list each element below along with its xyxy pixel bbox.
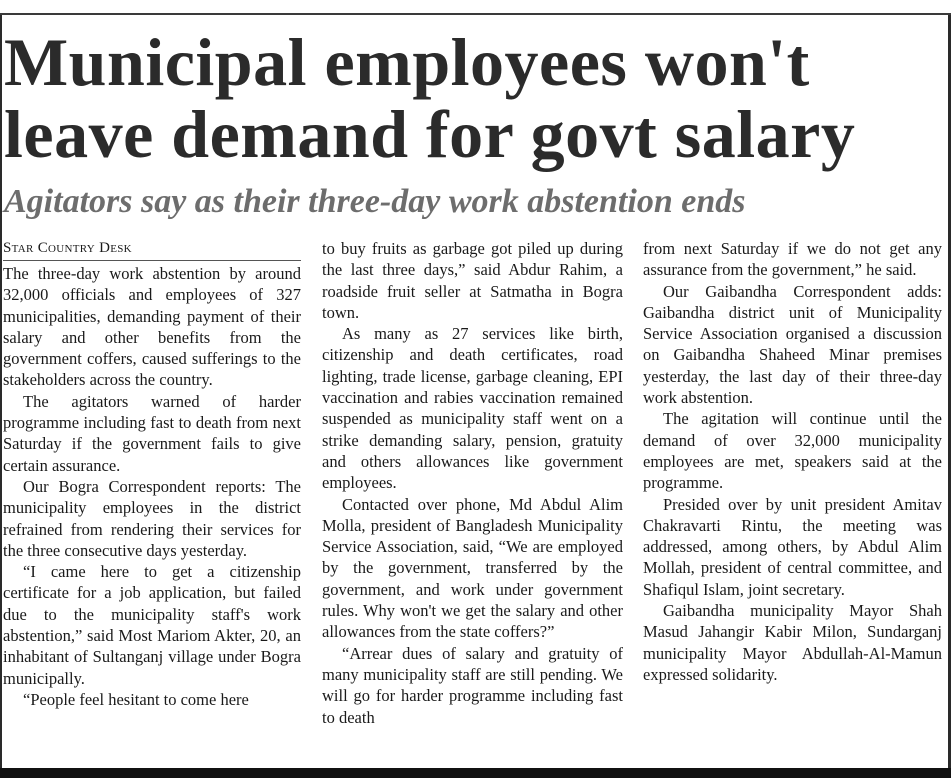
paragraph: Our Gaibandha Correspondent adds: Gaibandha district unit of Municipality Service Association organised a discussion on Gaibandha Shaheed Minar premises yesterday, the last day of their three-day work abstention. <box>643 281 942 408</box>
paragraph: The agitation will continue until the demand of over 32,000 municipality employees are met, speakers said at the programme. <box>643 409 942 493</box>
paragraph: “I came here to get a citizenship certificate for a job application, but failed due to the municipality staff's work abstention,” said Most Mariom Akter, 20, an inhabitant of Sultanganj village under Bogra municipally. <box>3 562 301 688</box>
article-column-1 <box>3 238 301 766</box>
paragraph: Gaibandha municipality Mayor Shah Masud Jahangir Kabir Milon, Sundarganj municipality Mayor Abdullah-Al-Mamun expressed solidarity. <box>643 601 942 684</box>
article-column-3 <box>643 238 942 766</box>
subheadline: Agitators say as their three-day work abstention ends <box>4 183 746 220</box>
article-column-2 <box>322 238 623 766</box>
paragraph: The agitators warned of harder programme including fast to death from next Saturday if the government fails to give certain assurance. <box>3 391 301 475</box>
paragraph: “People feel hesitant to come here <box>23 689 249 709</box>
paragraph: from next Saturday if we do not get any assurance from the government,” he said. <box>643 239 942 280</box>
top-rule <box>0 13 951 15</box>
byline: Star Country Desk <box>3 238 301 261</box>
paragraph: Our Bogra Correspondent reports: The municipality employees in the district refrained from rendering their services for the three consecutive days yesterday. <box>3 476 301 560</box>
paragraph: Contacted over phone, Md Abdul Alim Molla, president of Bangladesh Municipality Service Association, said, “We are employed by the government, transferred by the government, and work under government rules. Why won't we get the salary and other allowances from the state coffers?” <box>322 494 623 642</box>
paragraph: As many as 27 services like birth, citizenship and death certificates, road lighting, trade license, garbage cleaning, EPI vaccination and rabies vaccination remained suspended as municipality staff went on a strike demanding salary, pension, gratuity and others allowances like government employees. <box>322 324 623 493</box>
headline: Municipal employees won't leave demand for govt salary <box>4 24 856 172</box>
paragraph: The three-day work abstention by around 32,000 officials and employees of 327 municipalities, demanding payment of their salary and other benefits from the government coffers, caused sufferings to the stakeholders across the country. <box>3 264 301 390</box>
paragraph: “Arrear dues of salary and gratuity of many municipality staff are still pending. We will go for harder programme including fast to death <box>322 643 623 727</box>
left-border <box>0 15 2 778</box>
bottom-border <box>0 768 951 778</box>
paragraph: Presided over by unit president Amitav Chakravarti Rintu, the meeting was addressed, among others, by Abdul Alim Mollah, president of central committee, and Shafiqul Islam, joint secretary. <box>643 494 942 599</box>
paragraph: to buy fruits as garbage got piled up during the last three days,” said Abdur Rahim, a roadside fruit seller at Satmatha in Bogra town. <box>322 239 623 322</box>
